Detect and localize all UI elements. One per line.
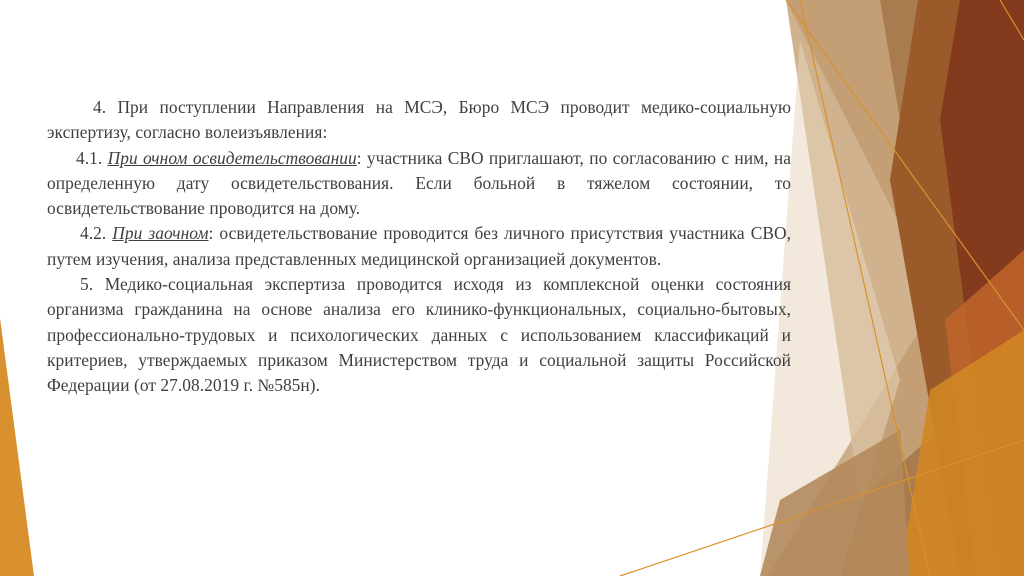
paragraph-4 [47, 95, 791, 146]
paragraph-4-text: 4. При поступлении Направления на МСЭ, Бюро МСЭ проводит медико-социальную экспертизу, согласно волеизъявления: [47, 97, 791, 143]
paragraph-4-1-emphasis: При очном освидетельствовании [107, 147, 357, 168]
paragraph-4-2 [47, 221, 791, 272]
paragraph-4-2-emphasis: При заочном [112, 223, 209, 244]
slide-body-text [47, 95, 791, 399]
paragraph-5 [47, 272, 791, 398]
paragraph-4-1 [47, 146, 791, 222]
paragraph-4-2-number: 4.2. [80, 223, 113, 244]
paragraph-5-text: 5. Медико-социальная экспертиза проводится исходя из комплексной оценки состояния организма гражданина на основе анализа его клинико-функциональных, социально-бытовых, профессионально-трудовых и психологических данных с использованием классификаций и критериев, утверждаемых приказом Министерством труда и социальной защиты Российской Федерации (от 27.08.2019 г. №585н). [47, 274, 791, 396]
left-orange-wedge [0, 318, 34, 576]
paragraph-4-1-text: : участника СВО приглашают, по согласованию с ним, на определенную дату освидетельствования. Если больной в тяжелом состоянии, то освидетельствование проводится на дому. [47, 147, 791, 219]
paragraph-4-2-text: : освидетельствование проводится без личного присутствия участника СВО, путем изучения, анализа представленных медицинской организацией документов. [47, 223, 791, 269]
paragraph-4-1-number: 4.1. [76, 147, 108, 168]
